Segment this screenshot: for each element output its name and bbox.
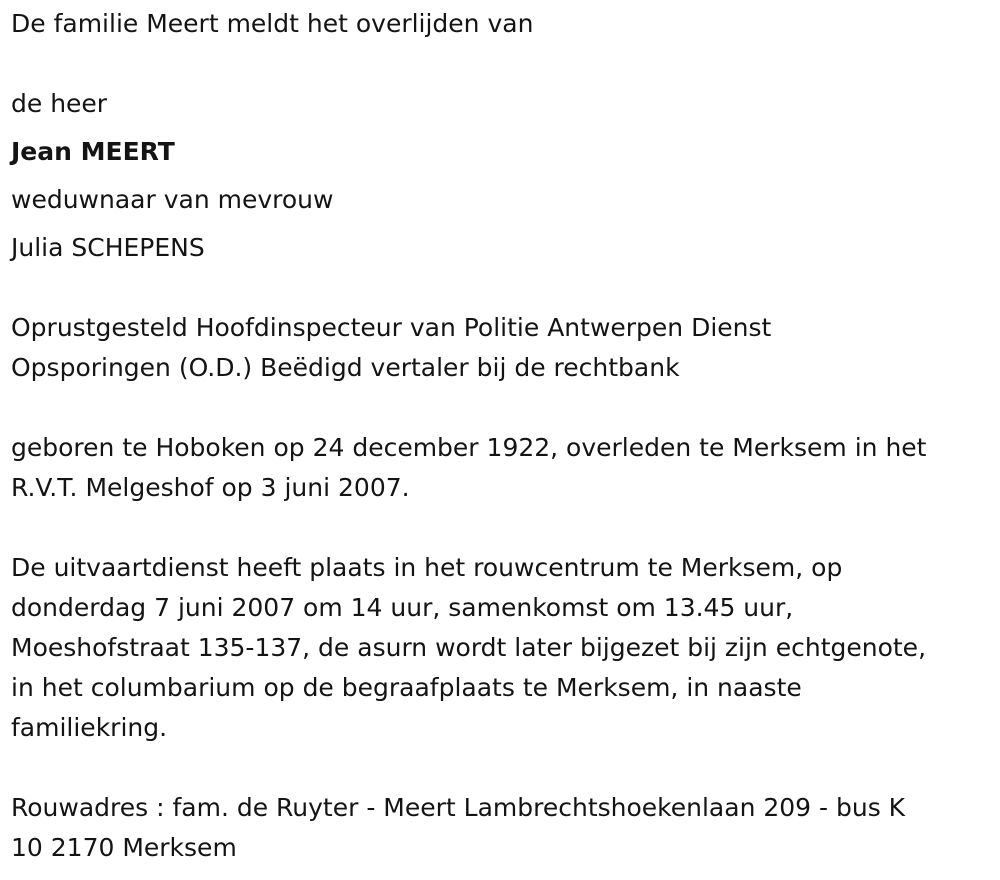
spouse-name: Julia SCHEPENS bbox=[11, 233, 205, 262]
spacer bbox=[11, 748, 986, 788]
spacer bbox=[11, 124, 986, 132]
service-line-2: donderdag 7 juni 2007 om 14 uur, samenkomst om 13.45 uur, bbox=[11, 593, 794, 622]
intro-text: De familie Meert meldt het overlijden van bbox=[11, 9, 534, 38]
occupation-line-2: Opsporingen (O.D.) Beëdigd vertaler bij de rechtbank bbox=[11, 353, 680, 382]
spacer bbox=[11, 508, 986, 548]
spacer bbox=[11, 44, 986, 84]
widower-of-text: weduwnaar van mevrouw bbox=[11, 185, 334, 214]
birth-death-line-2: R.V.T. Melgeshof op 3 juni 2007. bbox=[11, 473, 410, 502]
service-line-4: in het columbarium op de begraafplaats te Merksem, in naaste bbox=[11, 673, 802, 702]
service-line-5: familiekring. bbox=[11, 713, 168, 742]
service-line-3: Moeshofstraat 135-137, de asurn wordt later bijgezet bij zijn echtgenote, bbox=[11, 633, 927, 662]
spacer bbox=[11, 388, 986, 428]
spacer bbox=[11, 268, 986, 308]
occupation-line-1: Oprustgesteld Hoofdinspecteur van Politie Antwerpen Dienst bbox=[11, 313, 772, 342]
birth-death-line-1: geboren te Hoboken op 24 december 1922, overleden te Merksem in het bbox=[11, 433, 927, 462]
death-announcement bbox=[11, 4, 986, 868]
deceased-name: Jean MEERT bbox=[11, 137, 175, 166]
address-line-2: 10 2170 Merksem bbox=[11, 833, 237, 862]
address-line-1: Rouwadres : fam. de Ruyter - Meert Lambrechtshoekenlaan 209 - bus K bbox=[11, 793, 906, 822]
spacer bbox=[11, 172, 986, 180]
service-line-1: De uitvaartdienst heeft plaats in het rouwcentrum te Merksem, op bbox=[11, 553, 843, 582]
spacer bbox=[11, 220, 986, 228]
honorific-text: de heer bbox=[11, 89, 108, 118]
